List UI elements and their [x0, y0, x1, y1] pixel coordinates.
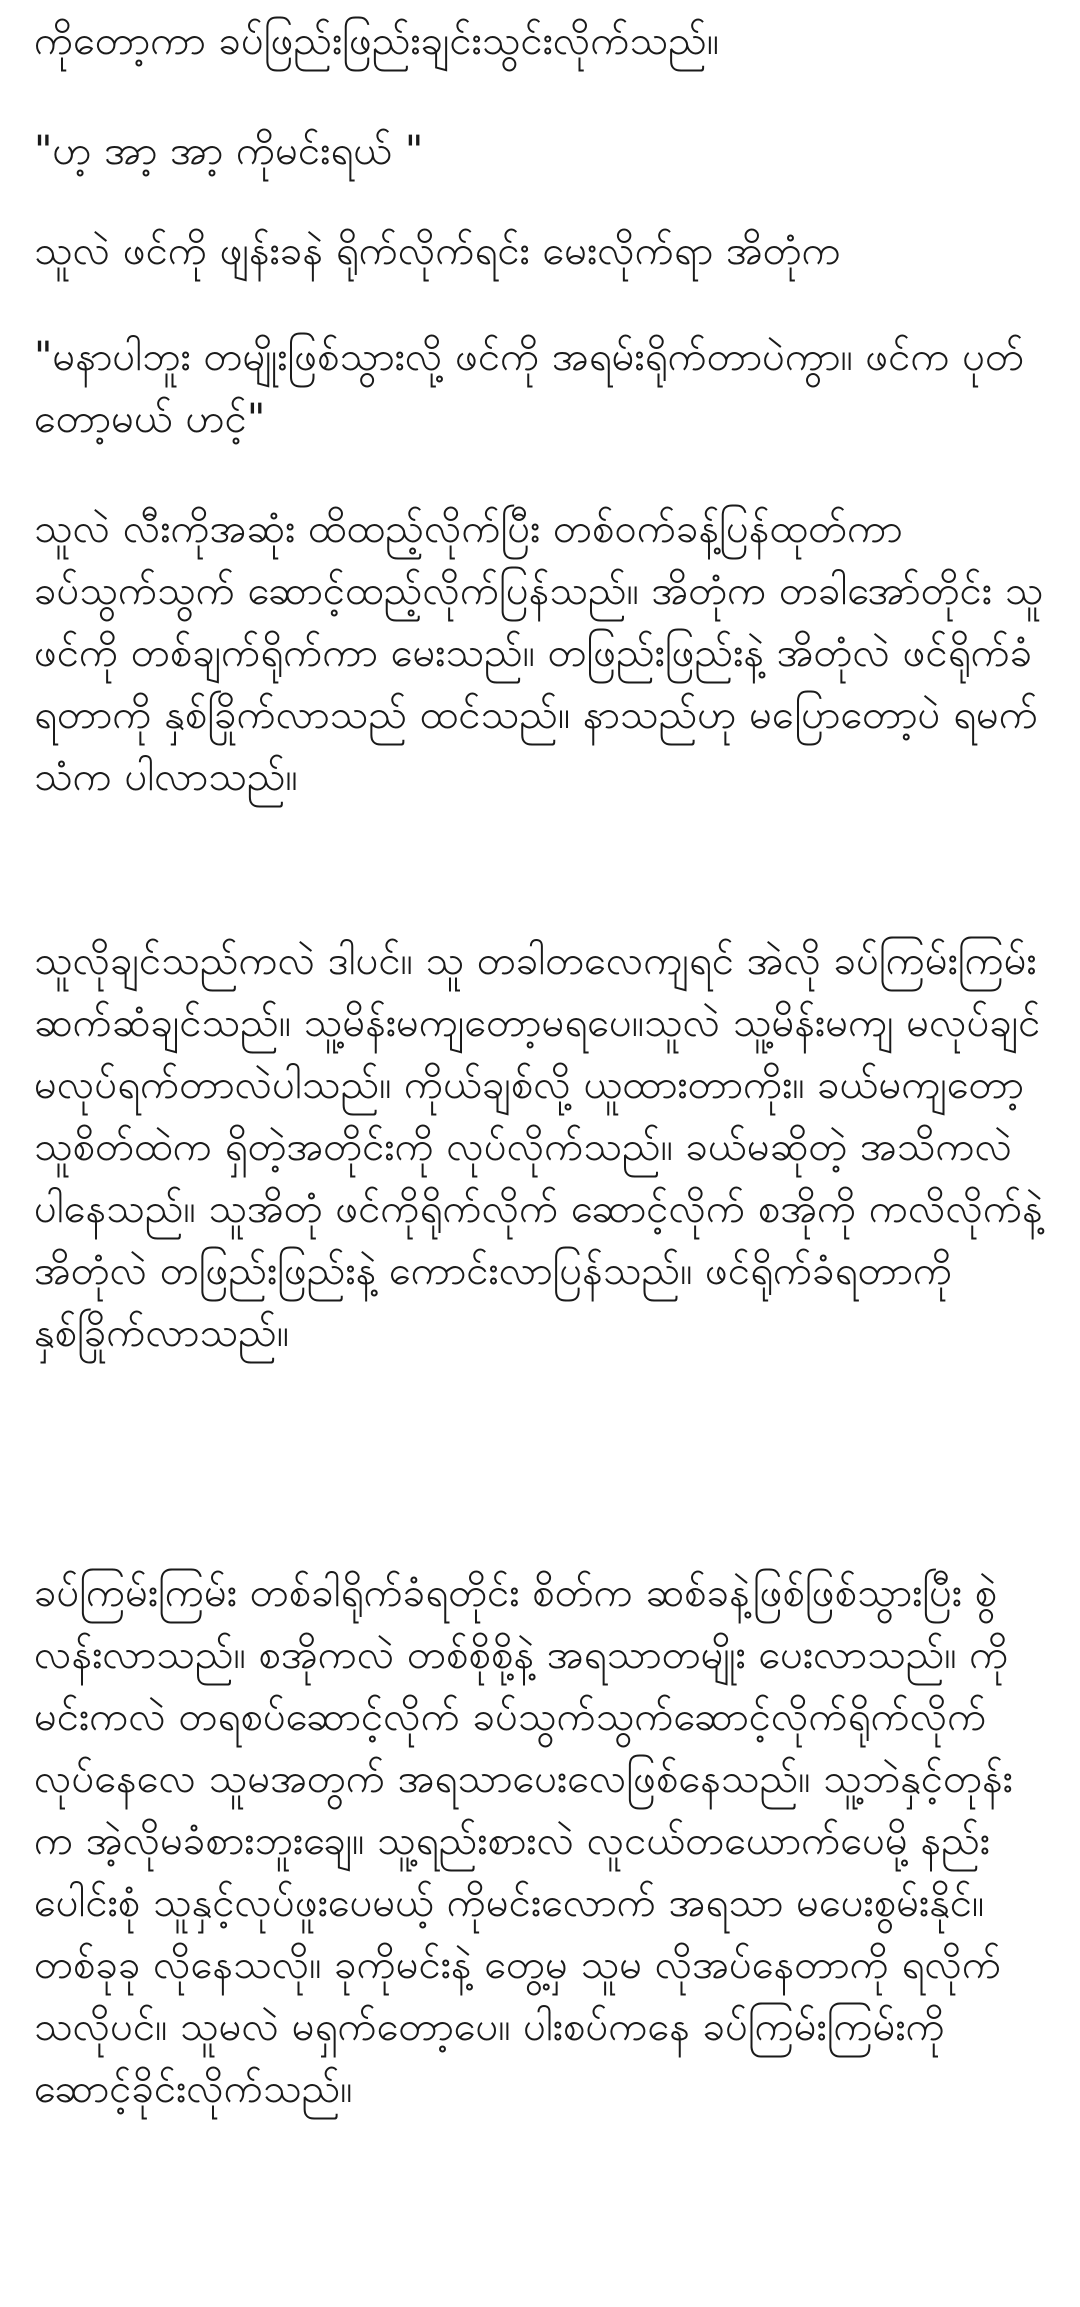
paragraph-2: "ဟ့ အာ့ အာ့ ကိုမင်းရယ် "	[34, 128, 424, 174]
paragraph-3: သူလဲ ဖင်ကို ဖျန်းခနဲ ရိုက်လိုက်ရင်း မေးလိုက်ရာ အိတုံက	[34, 228, 841, 274]
paragraph-5: သူလဲ လီးကိုအဆုံး ထိထည့်လိုက်ပြီး တစ်ဝက်ခန့်ပြန်ထုတ်ကာ ခပ်သွက်သွက် ဆောင့်ထည့်လိုက်ပြန်သည်။ အိတုံက တခါအော်တိုင်း သူဖင်ကို တစ်ချက်ရိုက်ကာ မေးသည်။ တဖြည်းဖြည်းနဲ့ အိတုံလဲ ဖင်ရိုက်ခံရတာကို နှစ်ခြိုက်လာသည် ထင်သည်။ နာသည်ဟု မပြောတော့ပဲ ရမက်သံက ပါလာသည်။	[34, 506, 1044, 800]
paragraph-7: ခပ်ကြမ်းကြမ်း တစ်ခါရိုက်ခံရတိုင်း စိတ်က ဆစ်ခနဲ့ဖြစ်ဖြစ်သွားပြီး စွဲလန်းလာသည်။ စအိုကလဲ တစ်စိုစို့နဲ့ အရသာတမျိုး ပေးလာသည်။ ကိုမင်းကလဲ တရစပ်ဆောင့်လိုက် ခပ်သွက်သွက်ဆောင့်လိုက်ရိုက်လိုက် လုပ်နေလေ သူမအတွက် အရသာပေးလေဖြစ်နေသည်။ သူ့ဘဲနှင့်တုန်းက အဲ့လိုမခံစားဘူးချေ။ သူ့ရည်းစားလဲ လူငယ်တယောက်ပေမို့ နည်းပေါင်းစုံ သူနှင့်လုပ်ဖူးပေမယ့် ကိုမင်းလောက် အရသာ မပေးစွမ်းနိုင်။ တစ်ခုခု လိုနေသလို။ ခုကိုမင်းနဲ့ တွေ့မှ သူမ လိုအပ်နေတာကို ရလိုက်သလိုပင်။ သူမလဲ မရှက်တော့ပေ။ ပါးစပ်ကနေ ခပ်ကြမ်းကြမ်းကို ဆောင့်ခိုင်းလိုက်သည်။	[34, 1570, 1013, 2112]
paragraph-6: သူလိုချင်သည်ကလဲ ဒါပင်။ သူ တခါတလေကျရင် အဲလို ခပ်ကြမ်းကြမ်း ဆက်ဆံချင်သည်။ သူ့မိန်းမကျတော့မရပေ။သူလဲ သူ့မိန်းမကျ မလုပ်ချင် မလုပ်ရက်တာလဲပါသည်။ ကိုယ်ချစ်လို့ ယူထားတာကိုး။ ခယ်မကျတော့ သူစိတ်ထဲက ရှိတဲ့အတိုင်းကို လုပ်လိုက်သည်။ ခယ်မဆိုတဲ့ အသိကလဲ ပါနေသည်။ သူအိတုံ ဖင်ကိုရိုက်လိုက် ဆောင့်လိုက် စအိုကို ကလိလိုက်နဲ့ အိတုံလဲ တဖြည်းဖြည်းနဲ့ ကောင်းလာပြန်သည်။ ဖင်ရိုက်ခံရတာကို နှစ်ခြိုက်လာသည်။	[34, 938, 1043, 1356]
paragraph-1: ကိုတော့ကာ ခပ်ဖြည်းဖြည်းချင်းသွင်းလိုက်သည်။	[34, 18, 719, 64]
paragraph-4: "မနာပါဘူး တမျိုးဖြစ်သွားလို့ ဖင်ကို အရမ်းရိုက်တာပဲကွာ။ ဖင်က ပုတ်တော့မယ် ဟင့်"	[34, 334, 1025, 442]
